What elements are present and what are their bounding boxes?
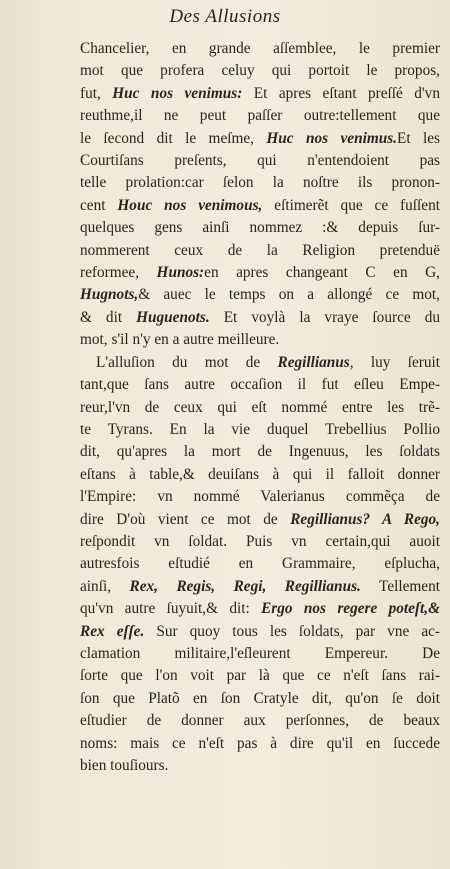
text-segment: bien touſiours. bbox=[80, 757, 169, 774]
text-line bbox=[80, 598, 440, 620]
text-segment: mot, s'il n'y en a autre meilleure. bbox=[80, 331, 280, 349]
text-line bbox=[80, 172, 440, 194]
text-line bbox=[80, 128, 440, 150]
text-line bbox=[80, 643, 440, 665]
text-segment: reformee, bbox=[80, 264, 157, 282]
italic-segment: Huguenots. bbox=[136, 308, 210, 326]
text-line bbox=[80, 710, 440, 732]
text-segment: L'alluſion du mot de bbox=[96, 353, 278, 371]
text-segment: te Tyrans. En la vie duquel Trebellius Pollio bbox=[80, 420, 440, 438]
text-segment: dit, qu'apres la mort de Ingenuus, les ſoldats bbox=[80, 443, 440, 461]
text-line bbox=[80, 195, 440, 217]
text-line bbox=[80, 329, 440, 351]
text-line bbox=[80, 733, 440, 755]
text-line bbox=[80, 397, 440, 419]
text-segment: eſtudier de donner aux perſonnes, de beaux bbox=[80, 712, 440, 730]
text-line bbox=[80, 150, 440, 172]
text-line bbox=[80, 755, 440, 777]
text-line bbox=[80, 553, 440, 575]
text-line bbox=[80, 665, 440, 687]
italic-segment: Huc nos venimus: bbox=[112, 84, 243, 102]
text-segment: reſpondit vn ſoldat. Puis vn certain,qui auoit bbox=[80, 532, 440, 550]
text-segment: ſon que Platõ en ſon Cratyle dit, qu'on ſe doit bbox=[80, 689, 440, 707]
text-segment: Chancelier, en grande aſſemblee, le premier bbox=[80, 40, 440, 57]
text-line bbox=[80, 441, 440, 463]
text-line bbox=[80, 217, 440, 239]
text-segment: nommerent ceux de la Religion pretenduë bbox=[80, 241, 440, 259]
paragraph bbox=[80, 38, 440, 352]
text-segment: Et apres eſtant preſſé d'vn bbox=[242, 84, 440, 102]
italic-segment: Regillianus bbox=[277, 353, 350, 371]
text-line bbox=[80, 621, 440, 643]
text-line bbox=[80, 240, 440, 262]
text-line bbox=[80, 262, 440, 284]
italic-segment: Hunos: bbox=[156, 264, 205, 282]
text-segment: , luy ſeruit bbox=[349, 353, 440, 371]
text-line bbox=[80, 83, 440, 105]
text-segment: l'Empire: vn nommé Valerianus commẽça de bbox=[80, 488, 440, 506]
text-line bbox=[80, 688, 440, 710]
text-segment: Et les bbox=[397, 129, 440, 147]
italic-segment: Huc nos venimus. bbox=[266, 129, 398, 147]
text-segment: Sur quoy tous les ſoldats, par vne ac- bbox=[144, 622, 440, 640]
text-segment: mot que profera celuy qui portoit le propos, bbox=[80, 62, 440, 80]
text-segment: dire D'où vient ce mot de bbox=[80, 510, 291, 528]
text-segment: quelques gens ainſi nommez :& depuis ſur- bbox=[80, 219, 440, 237]
text-segment: tant,que ſans autre occaſion il fut eſleu Empe- bbox=[80, 376, 440, 394]
text-line bbox=[80, 352, 440, 374]
text-line bbox=[80, 38, 440, 60]
italic-segment: Rex, Regis, Regi, Regillianus. bbox=[129, 577, 361, 595]
text-line bbox=[80, 105, 440, 127]
text-segment: clamation militaire,l'eſleurent Empereur. De bbox=[80, 644, 440, 662]
text-segment: ainſi, bbox=[80, 577, 130, 595]
text-segment: le ſecond dit le meſme, bbox=[80, 129, 267, 147]
text-line bbox=[80, 464, 440, 486]
text-segment: fut, bbox=[80, 84, 113, 102]
text-segment: ſorte que l'on voit par là que ce n'eſt ſans rai- bbox=[80, 667, 440, 685]
italic-segment: Regillianus? A Rego, bbox=[290, 510, 440, 528]
italic-segment: Ergo nos regere poteſt,& bbox=[261, 600, 440, 618]
italic-segment: Houc nos venimous, bbox=[117, 196, 263, 214]
text-line bbox=[80, 531, 440, 553]
text-line bbox=[80, 486, 440, 508]
text-line bbox=[80, 307, 440, 329]
text-segment: & auec le temps on a allongé ce mot, bbox=[138, 286, 440, 304]
text-segment: en apres changeant C en G, bbox=[204, 264, 440, 282]
text-segment: Tellement bbox=[360, 577, 440, 595]
text-segment: eſtimerẽt que ce fuſſent bbox=[262, 196, 440, 214]
text-segment: eſtans à table,& deuiſans à qui il falloit donner bbox=[80, 465, 440, 483]
text-segment: & dit bbox=[80, 308, 137, 326]
italic-segment: Hugnots, bbox=[80, 286, 139, 304]
text-line bbox=[80, 576, 440, 598]
text-segment: cent bbox=[80, 196, 118, 214]
text-segment: reur,l'vn de ceux qui eſt nommé entre les trẽ- bbox=[80, 398, 440, 416]
text-segment: Et voylà la vraye ſource du bbox=[209, 308, 440, 326]
text-segment: telle prolation:car ſelon la noſtre ils pronon- bbox=[80, 174, 440, 192]
text-line bbox=[80, 60, 440, 82]
text-line bbox=[80, 284, 440, 306]
text-segment: noms: mais ce n'eſt pas à dire qu'il en ſuccede bbox=[80, 734, 440, 752]
italic-segment: Rex eſſe. bbox=[80, 622, 145, 640]
text-segment: Courtiſans preſents, qui n'entendoient pas bbox=[80, 152, 440, 170]
text-segment: reuthme,il ne peut paſſer outre:tellement que bbox=[80, 107, 440, 125]
paragraph bbox=[80, 352, 440, 778]
text-segment: qu'vn autre ſuyuit,& dit: bbox=[80, 600, 262, 618]
running-head: Des Allusions bbox=[169, 6, 281, 27]
text-line bbox=[80, 374, 440, 396]
body-text bbox=[80, 38, 440, 777]
text-line bbox=[80, 509, 440, 531]
text-line bbox=[80, 419, 440, 441]
text-segment: autresfois eſtudié en Grammaire, eſplucha, bbox=[80, 555, 440, 573]
